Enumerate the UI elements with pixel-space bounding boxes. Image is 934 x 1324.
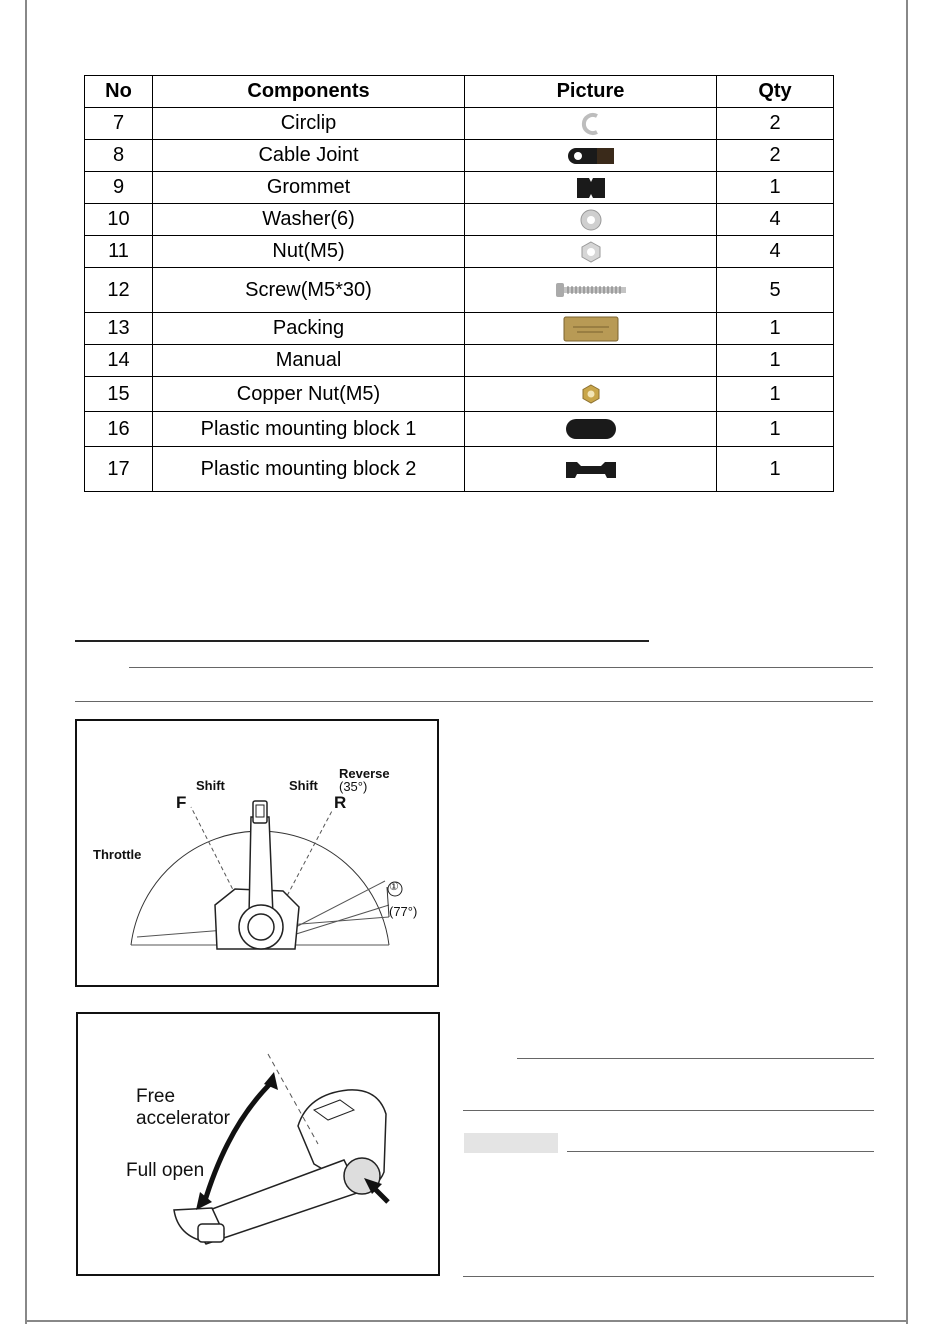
row-no: 11 (85, 236, 153, 268)
row-qty: 1 (717, 345, 834, 377)
row-picture (465, 447, 717, 492)
row-qty: 1 (717, 447, 834, 492)
row-qty: 1 (717, 313, 834, 345)
table-row (85, 412, 834, 447)
row-qty: 5 (717, 268, 834, 313)
copper-nut-icon (581, 384, 601, 404)
cable-joint-icon (567, 145, 615, 167)
row-picture (465, 140, 717, 172)
row-picture (465, 268, 717, 313)
throttle-angle-label: (77°) (389, 904, 418, 919)
row-qty: 2 (717, 108, 834, 140)
grommet-icon (575, 176, 607, 200)
free-label-line2: accelerator (136, 1108, 230, 1129)
row-component: Manual (153, 345, 465, 377)
row-qty: 2 (717, 140, 834, 172)
table-row (85, 377, 834, 412)
header-picture: Picture (465, 76, 717, 108)
circlip-icon (580, 111, 602, 137)
row-no: 13 (85, 313, 153, 345)
table-row (85, 108, 834, 140)
row-component: Nut(M5) (153, 236, 465, 268)
faded-label-block (464, 1133, 558, 1153)
row-component: Circlip (153, 108, 465, 140)
row-component: Washer(6) (153, 204, 465, 236)
shift-right-label: Shift (289, 778, 318, 793)
reverse-angle-label: (35°) (339, 779, 368, 794)
components-table (84, 75, 834, 492)
shift-left-label: Shift (196, 778, 225, 793)
row-qty: 1 (717, 377, 834, 412)
row-qty: 1 (717, 172, 834, 204)
row-picture (465, 108, 717, 140)
table-row (85, 204, 834, 236)
full-open-label: Full open (126, 1160, 205, 1181)
row-picture (465, 377, 717, 412)
page-border-right (906, 0, 908, 1324)
page-border-left (25, 0, 27, 1324)
free-accelerator-diagram (78, 1014, 438, 1274)
table-row (85, 268, 834, 313)
header-components: Components (153, 76, 465, 108)
row-picture (465, 172, 717, 204)
packing-icon (563, 315, 619, 343)
page-border-bottom (25, 1320, 908, 1322)
right-rule (567, 1151, 874, 1152)
row-component: Plastic mounting block 2 (153, 447, 465, 492)
row-no: 16 (85, 412, 153, 447)
row-qty: 1 (717, 412, 834, 447)
row-no: 12 (85, 268, 153, 313)
row-picture (465, 236, 717, 268)
row-picture (465, 412, 717, 447)
row-qty: 4 (717, 204, 834, 236)
row-no: 9 (85, 172, 153, 204)
row-component: Grommet (153, 172, 465, 204)
throttle-label: Throttle (93, 847, 142, 862)
row-qty: 4 (717, 236, 834, 268)
row-no: 14 (85, 345, 153, 377)
reverse-label: Reverse (339, 766, 390, 781)
washer-icon (579, 208, 603, 232)
row-no: 10 (85, 204, 153, 236)
mounting-block-2-icon (565, 458, 617, 480)
free-label-line1: Free (136, 1086, 176, 1107)
right-rule (463, 1276, 874, 1277)
reverse-letter: R (334, 793, 347, 812)
row-component: Plastic mounting block 1 (153, 412, 465, 447)
table-row (85, 313, 834, 345)
row-no: 17 (85, 447, 153, 492)
row-picture (465, 204, 717, 236)
header-qty: Qty (717, 76, 834, 108)
section-rule (129, 667, 873, 668)
row-no: 8 (85, 140, 153, 172)
table-row (85, 172, 834, 204)
row-no: 15 (85, 377, 153, 412)
section-rule (75, 640, 649, 642)
right-rule (517, 1058, 874, 1059)
screw-icon (555, 280, 627, 300)
mounting-block-1-icon (565, 418, 617, 440)
row-component: Cable Joint (153, 140, 465, 172)
row-component: Copper Nut(M5) (153, 377, 465, 412)
table-row (85, 345, 834, 377)
section-rule (75, 701, 873, 702)
row-no: 7 (85, 108, 153, 140)
header-no: No (85, 76, 153, 108)
row-component: Packing (153, 313, 465, 345)
forward-letter: F (176, 793, 187, 812)
table-row (85, 236, 834, 268)
callout-number: ① (389, 881, 399, 893)
table-row (85, 447, 834, 492)
nut-icon (579, 240, 603, 264)
row-component: Screw(M5*30) (153, 268, 465, 313)
row-picture (465, 313, 717, 345)
table-row (85, 140, 834, 172)
shift-throttle-figure (75, 719, 439, 987)
free-accelerator-figure (76, 1012, 440, 1276)
table-header-row (85, 76, 834, 108)
right-rule (463, 1110, 874, 1111)
row-picture-empty (465, 345, 717, 377)
